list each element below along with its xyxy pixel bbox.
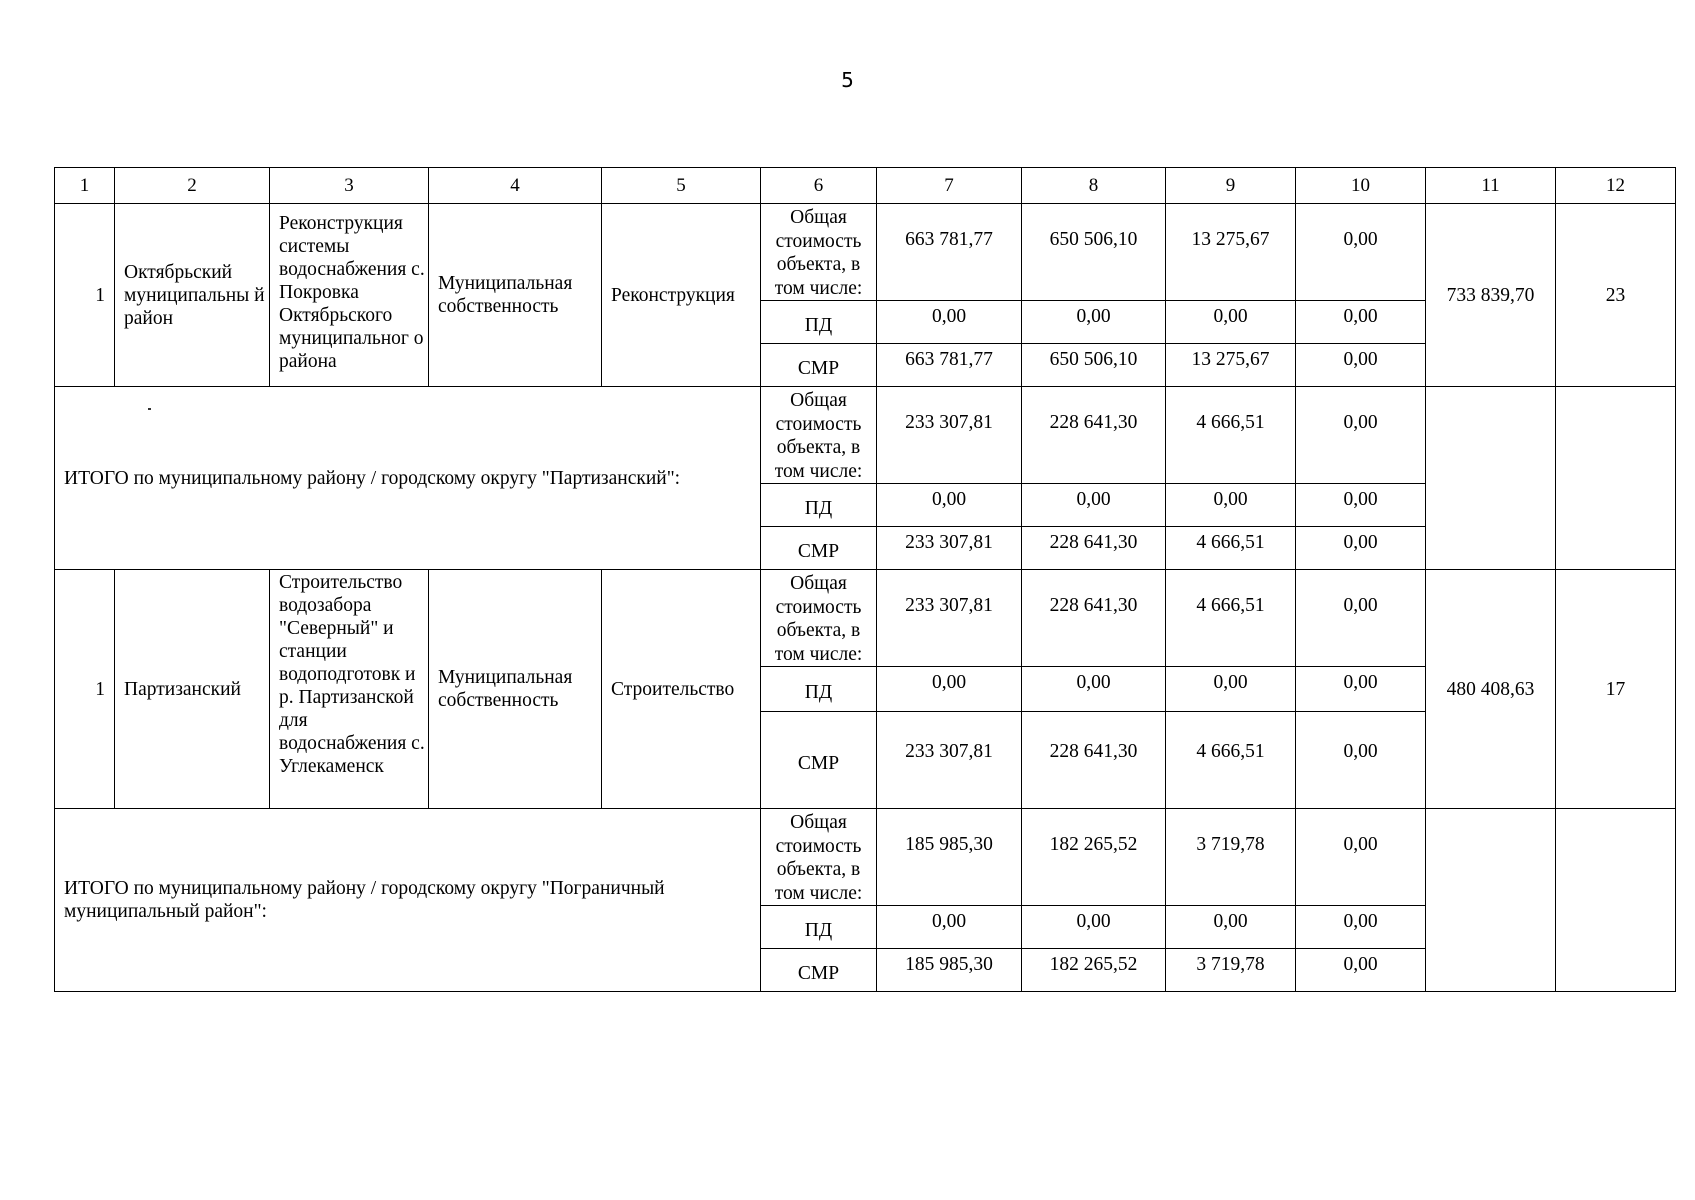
- value-cell: 0,00: [1296, 484, 1426, 527]
- value-cell: 228 641,30: [1022, 527, 1166, 570]
- col11-value: 733 839,70: [1426, 204, 1556, 387]
- header-cell: 2: [115, 168, 270, 204]
- row-number: 1: [55, 204, 115, 387]
- col11-value: 480 408,63: [1426, 570, 1556, 809]
- value-cell: 13 275,67: [1166, 204, 1296, 301]
- col12-value: 17: [1556, 570, 1676, 809]
- empty-cell: [1556, 387, 1676, 570]
- pd-label: ПД: [761, 906, 877, 949]
- row-number: 1: [55, 570, 115, 809]
- header-cell: 10: [1296, 168, 1426, 204]
- value-cell: 3 719,78: [1166, 949, 1296, 992]
- value-cell: 0,00: [1296, 387, 1426, 484]
- value-cell: 4 666,51: [1166, 712, 1296, 809]
- value-cell: 0,00: [877, 906, 1022, 949]
- header-cell: 4: [429, 168, 602, 204]
- table-row: [55, 204, 1676, 301]
- value-cell: 0,00: [1022, 667, 1166, 712]
- value-cell: 3 719,78: [1166, 809, 1296, 906]
- value-cell: 182 265,52: [1022, 949, 1166, 992]
- value-cell: 0,00: [1022, 484, 1166, 527]
- smr-label: СМР: [761, 527, 877, 570]
- value-cell: 0,00: [1296, 949, 1426, 992]
- value-cell: 233 307,81: [877, 387, 1022, 484]
- value-cell: 228 641,30: [1022, 387, 1166, 484]
- value-cell: 663 781,77: [877, 204, 1022, 301]
- work-type: Строительство: [602, 570, 761, 809]
- value-cell: 0,00: [877, 667, 1022, 712]
- object-name: Реконструкция системы водоснабжения с. Покровка Октябрьского муниципальног о района: [270, 204, 429, 387]
- header-cell: 12: [1556, 168, 1676, 204]
- header-cell: 11: [1426, 168, 1556, 204]
- header-cell: 9: [1166, 168, 1296, 204]
- smr-label: СМР: [761, 344, 877, 387]
- value-cell: 0,00: [1166, 667, 1296, 712]
- value-cell: 185 985,30: [877, 809, 1022, 906]
- header-cell: 7: [877, 168, 1022, 204]
- value-cell: 0,00: [1022, 906, 1166, 949]
- value-cell: 0,00: [1296, 204, 1426, 301]
- value-cell: 233 307,81: [877, 712, 1022, 809]
- object-name: Строительство водозабора "Северный" и станции водоподготовк и р. Партизанской для водоснабжения с. Углекаменск: [270, 570, 429, 809]
- table-row: [55, 809, 1676, 906]
- value-cell: 13 275,67: [1166, 344, 1296, 387]
- col12-value: 23: [1556, 204, 1676, 387]
- ownership: Муниципальная собственность: [429, 570, 602, 809]
- value-cell: 185 985,30: [877, 949, 1022, 992]
- smr-label: СМР: [761, 949, 877, 992]
- value-cell: 0,00: [1296, 809, 1426, 906]
- empty-cell: [1426, 809, 1556, 992]
- value-cell: 0,00: [1296, 570, 1426, 667]
- district-name: Партизанский: [115, 570, 270, 809]
- header-cell: 8: [1022, 168, 1166, 204]
- value-cell: 0,00: [1296, 712, 1426, 809]
- total-cost-label: Общая стоимость объекта, в том числе:: [761, 204, 877, 301]
- value-cell: 0,00: [1296, 344, 1426, 387]
- page-number: 5: [841, 68, 854, 92]
- header-cell: 5: [602, 168, 761, 204]
- itogo-label: ИТОГО по муниципальному району / городскому округу "Партизанский":: [55, 387, 761, 570]
- budget-table: [54, 167, 1676, 992]
- value-cell: 0,00: [1296, 906, 1426, 949]
- value-cell: 4 666,51: [1166, 387, 1296, 484]
- pd-label: ПД: [761, 484, 877, 527]
- value-cell: 228 641,30: [1022, 570, 1166, 667]
- pd-label: ПД: [761, 301, 877, 344]
- value-cell: 0,00: [1296, 527, 1426, 570]
- value-cell: 650 506,10: [1022, 204, 1166, 301]
- ownership: Муниципальная собственность: [429, 204, 602, 387]
- table-row: [55, 387, 1676, 484]
- value-cell: 0,00: [1296, 667, 1426, 712]
- total-cost-label: Общая стоимость объекта, в том числе:: [761, 809, 877, 906]
- total-cost-label: Общая стоимость объекта, в том числе:: [761, 570, 877, 667]
- value-cell: 233 307,81: [877, 570, 1022, 667]
- value-cell: 0,00: [877, 301, 1022, 344]
- header-cell: 6: [761, 168, 877, 204]
- work-type: Реконструкция: [602, 204, 761, 387]
- pd-label: ПД: [761, 667, 877, 712]
- value-cell: 0,00: [1166, 484, 1296, 527]
- value-cell: 0,00: [1296, 301, 1426, 344]
- empty-cell: [1426, 387, 1556, 570]
- empty-cell: [1556, 809, 1676, 992]
- smr-label: СМР: [761, 712, 877, 809]
- total-cost-label: Общая стоимость объекта, в том числе:: [761, 387, 877, 484]
- value-cell: 4 666,51: [1166, 570, 1296, 667]
- value-cell: 228 641,30: [1022, 712, 1166, 809]
- value-cell: 182 265,52: [1022, 809, 1166, 906]
- header-cell: 1: [55, 168, 115, 204]
- value-cell: 663 781,77: [877, 344, 1022, 387]
- header-row: [55, 168, 1676, 204]
- value-cell: 650 506,10: [1022, 344, 1166, 387]
- value-cell: 0,00: [1166, 906, 1296, 949]
- value-cell: 4 666,51: [1166, 527, 1296, 570]
- value-cell: 0,00: [1022, 301, 1166, 344]
- table-row: [55, 570, 1676, 667]
- value-cell: 0,00: [1166, 301, 1296, 344]
- value-cell: 233 307,81: [877, 527, 1022, 570]
- itogo-label: ИТОГО по муниципальному району / городскому округу "Пограничный муниципальный район":: [55, 809, 761, 992]
- header-cell: 3: [270, 168, 429, 204]
- value-cell: 0,00: [877, 484, 1022, 527]
- district-name: Октябрьский муниципальны й район: [115, 204, 270, 387]
